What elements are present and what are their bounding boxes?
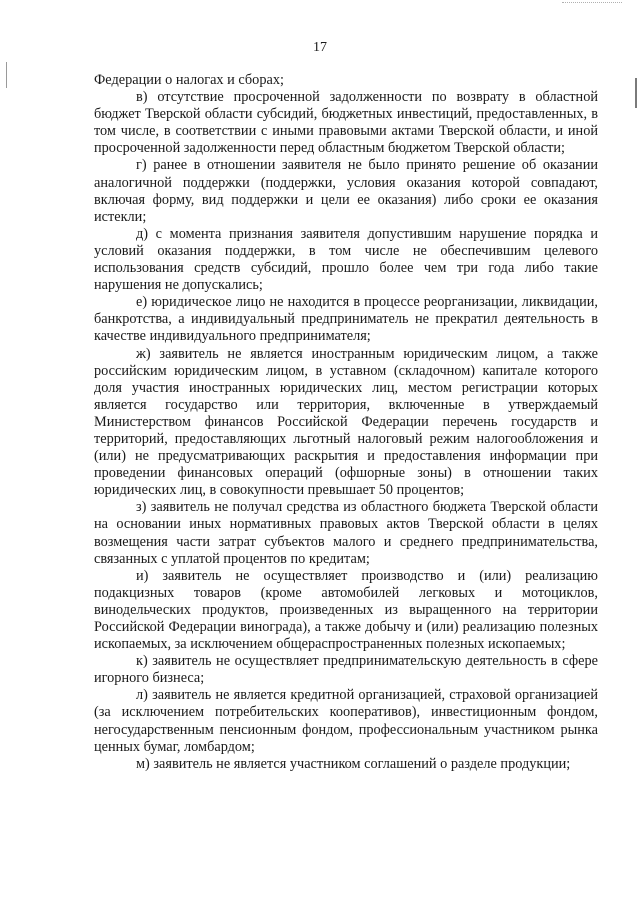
scan-artifact-left bbox=[6, 62, 7, 88]
scan-artifact-top bbox=[562, 2, 622, 4]
paragraph-item-z: з) заявитель не получал средства из областного бюджета Тверской области на основании иных нормативных правовых актов Тверской области в целях возмещения части затрат субъектов малого и среднего предпринимательства, связанных с уплатой процентов по кредитам; bbox=[94, 499, 598, 567]
scan-artifact-right bbox=[635, 78, 637, 108]
page-number: 17 bbox=[313, 40, 327, 55]
paragraph-item-i: и) заявитель не осуществляет производство и (или) реализацию подакцизных товаров (кроме автомобилей легковых и мотоциклов, винодельческих продуктов, произведенных из выращенного на территории Российской Федерации винограда), а также добычу и (или) реализацию полезных ископаемых, за исключением общераспространенных полезных ископаемых; bbox=[94, 567, 598, 653]
paragraph-item-e: е) юридическое лицо не находится в процессе реорганизации, ликвидации, банкротства, а индивидуальный предприниматель не прекратил деятельность в качестве индивидуального предпринимателя; bbox=[94, 294, 598, 345]
paragraph-item-d: д) с момента признания заявителя допустившим нарушение порядка и условий оказания поддержки, в том числе не обеспечившим целевого использования средств субсидий, прошло более чем три года либо такие нарушения не допускались; bbox=[94, 225, 598, 294]
paragraph-continuation: Федерации о налогах и сборах; bbox=[94, 72, 284, 88]
paragraph-item-m: м) заявитель не является участником соглашений о разделе продукции; bbox=[136, 755, 571, 772]
paragraph-item-k: к) заявитель не осуществляет предпринимательскую деятельность в сфере игорного бизнеса; bbox=[94, 653, 598, 687]
document-body bbox=[94, 72, 598, 773]
paragraph-item-g: г) ранее в отношении заявителя не было принято решение об оказании аналогичной поддержки (поддержки, условия оказания которой совпадают, включая форму, вид поддержки и цели ее оказания) либо сроки ее оказания истекли; bbox=[94, 157, 598, 225]
paragraph-item-zh: ж) заявитель не является иностранным юридическим лицом, а также российским юридическим лицом, в уставном (складочном) капитале которого доля участия иностранных юридических лиц, местом регистрации которых является государство или территория, включенные в утверждаемый Министерством финансов Российской Федерации перечень государств и территорий, предоставляющих льготный налоговый режим налогообложения и (или) не предусматривающих раскрытия и предоставления информации при проведении финансовых операций (офшорные зоны) в отношении таких юридических лиц, в совокупности превышает 50 процентов; bbox=[94, 345, 598, 499]
paragraph-item-v: в) отсутствие просроченной задолженности по возврату в областной бюджет Тверской области субсидий, бюджетных инвестиций, предоставленных, в том числе, в соответствии с иными правовыми актами Тверской области, и иной просроченной задолженности перед областным бюджетом Тверской области; bbox=[94, 89, 598, 157]
paragraph-item-l: л) заявитель не является кредитной организацией, страховой организацией (за исключением потребительских кооперативов), инвестиционным фондом, негосударственным пенсионным фондом, профессиональным участником рынка ценных бумаг, ломбардом; bbox=[94, 687, 598, 755]
